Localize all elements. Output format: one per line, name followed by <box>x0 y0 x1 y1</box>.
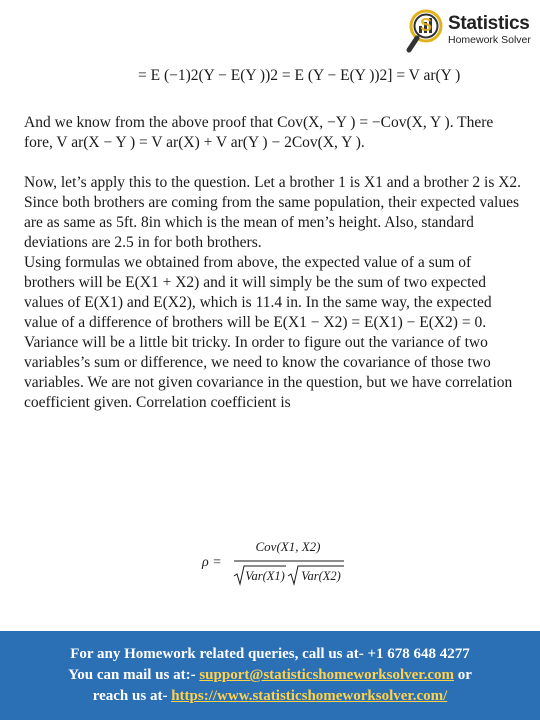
email-link[interactable]: support@statisticshomeworksolver.com <box>199 667 454 683</box>
variance-derivation-line: = E (−1)2(Y − E(Y ))2 = E (Y − E(Y ))2] = V ar(Y ) <box>138 67 461 84</box>
footer-email-line <box>0 665 540 686</box>
paragraph-brothers-setup: Now, let’s apply this to the question. Let a brother 1 is X1 and a brother 2 is X2. Since both brothers are coming from the same population, their expected values are as same as 5ft. 8in which is the mean of men’s height. Also, standard deviations are 2.5 in for both brothers. <box>24 174 522 251</box>
svg-text:S: S <box>419 15 433 35</box>
magnifier-chart-icon <box>406 7 446 53</box>
formula-denominator-1: Var(X1) <box>245 569 285 583</box>
paragraph-covariance-proof: And we know from the above proof that Cov(X, −Y ) = −Cov(X, Y ). There fore, V ar(X − Y ) = V ar(X) + V ar(Y ) − 2Cov(X, Y ). <box>24 114 494 151</box>
logo-title: Statistics <box>448 13 530 35</box>
footer-email-suffix: or <box>453 667 472 683</box>
body-text <box>24 113 524 413</box>
website-link[interactable]: https://www.statisticshomeworksolver.com/ <box>171 688 448 704</box>
formula-numerator: Cov(X1, X2) <box>255 539 321 554</box>
contact-footer <box>0 631 540 720</box>
paragraph-expected-values: Using formulas we obtained from above, the expected value of a sum of brothers will be E(X1 + X2) and it will simply be the sum of two expected values of E(X1) and E(X2), which is 11.4 in. In the same way, the expected value of a difference of brothers will be E(X1 − X2) = E(X1) − E(X2) = 0. <box>24 254 492 331</box>
logo-text <box>448 14 531 46</box>
correlation-coefficient-formula <box>200 532 350 590</box>
logo-subtitle: Homework Solver <box>448 34 531 47</box>
formula-denominator-2: Var(X2) <box>301 569 341 583</box>
footer-email-prefix: You can mail us at:- <box>68 667 200 683</box>
paragraph-variance: Variance will be a little bit tricky. In order to figure out the variance of two variables’s sum or difference, we need to know the covariance of those two variables. We are not given covariance in the question, but we have correlation coefficient given. Correlation coefficient is <box>24 334 513 411</box>
footer-phone-line: For any Homework related queries, call us at- +1 678 648 4277 <box>70 646 470 662</box>
rho-symbol: ρ = <box>202 555 222 570</box>
footer-website-prefix: reach us at- <box>92 688 172 704</box>
footer-website-line <box>0 686 540 707</box>
brand-logo <box>406 4 532 56</box>
